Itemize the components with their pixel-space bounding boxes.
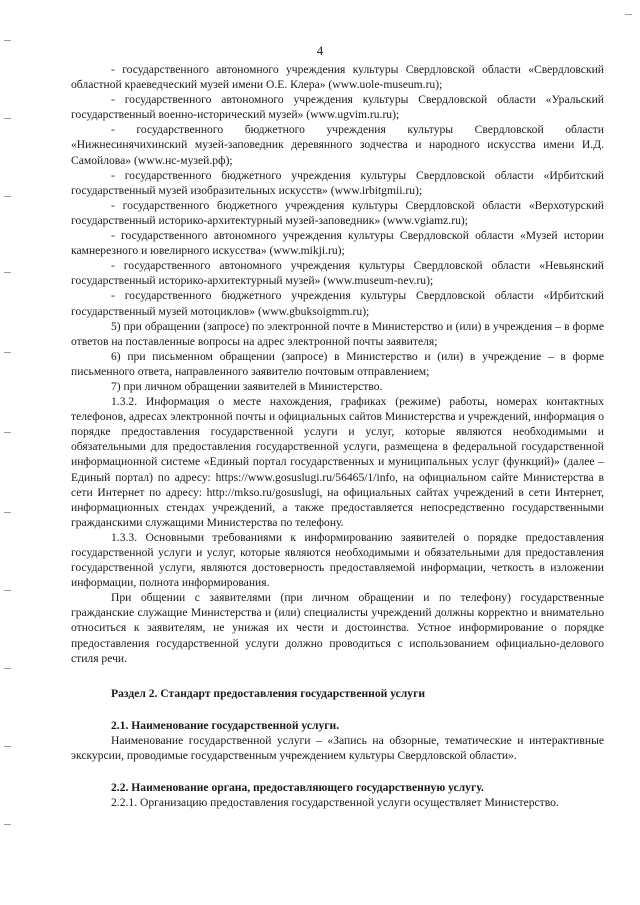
list-item-museum-8: - государственного бюджетного учреждения культуры Свердловской области «Ирбитский государственный музей мотоциклов» (www.gbuksoigmm.ru); [71, 289, 604, 318]
list-item-museum-7: - государственного автономного учреждения культуры Свердловской области «Невьянский государственный историко-архитектурный музей» (www.museum-nev.ru); [71, 259, 604, 288]
paragraph-written-request: 6) при письменном обращении (запросе) в Министерство и (или) в учреждение – в форме письменного ответа, направленного заявителю почтовым отправлением; [71, 349, 604, 378]
scan-artifact [4, 40, 11, 41]
list-item-museum-5: - государственного бюджетного учреждения культуры Свердловской области «Верхотурский государственный историко-архитектурный музей-заповедник» (www.vgiamz.ru); [71, 198, 604, 227]
scan-artifact [4, 824, 11, 825]
paragraph-1-3-2: 1.3.2. Информация о месте нахождения, графиках (режиме) работы, номерах контактных телефонов, адресах электронной почты и официальных сайтов Министерства и учреждений, информация о порядке предоставления государственной услуги и услуг, которые являются необходимыми и обязательными для предоставления государственной услуги, размещена в федеральной государственной информационной системе «Единый портал государственных и муниципальных услуг (функций)» (далее – Единый портал) по адресу: https://www.gosuslugi.ru/56465/1/info, на официальном сайте Министерства в сети Интернет по адресу: http://mkso.ru/gosuslugi, на официальных сайтах учреждений в сети Интернет, информационных стендах учреждений, а также предоставляется непосредственно государственными гражданскими служащими Министерства по телефону. [71, 395, 604, 529]
scan-artifact [4, 746, 11, 747]
scan-artifact [4, 272, 11, 273]
scan-artifact [4, 118, 11, 119]
heading-2-2: 2.2. Наименование органа, предоставляющего государственную услугу. [111, 781, 484, 795]
paragraph-communication: При общении с заявителями (при личном обращении и по телефону) государственные гражданские служащие Министерства и (или) специалисты учреждений должны корректно и внимательно относиться к заявителям, не унижая их чести и достоинства. Устное информирование о порядке предоставления государственной услуги должно проводиться с использованием официально-делового стиля речи. [71, 591, 604, 665]
heading-2-1: 2.1. Наименование государственной услуги. [111, 718, 340, 732]
paragraph-2-2-1: 2.2.1. Организацию предоставления государственной услуги осуществляет Министерство. [111, 796, 559, 810]
scan-artifact [4, 668, 11, 669]
list-item-museum-3: - государственного бюджетного учреждения культуры Свердловской области «Нижнесинячихинский музей-заповедник деревянного зодчества и народного искусства имени И.Д. Самойлова» (www.нс-музей.рф); [71, 123, 604, 167]
section-2-heading: Раздел 2. Стандарт предоставления государственной услуги [111, 686, 426, 700]
scan-artifact [4, 590, 11, 591]
scan-artifact [625, 14, 632, 15]
page-body [71, 62, 604, 810]
scan-artifact [4, 512, 11, 513]
scan-artifact [4, 352, 11, 353]
list-item-museum-2: - государственного автономного учреждения культуры Свердловской области «Уральский государственный военно-исторический музей» (www.ugvim.ru.ru); [71, 93, 604, 122]
scan-artifact [4, 196, 11, 197]
list-item-museum-4: - государственного бюджетного учреждения культуры Свердловской области «Ирбитский государственный музей изобразительных искусств» (www.irbitgmii.ru); [71, 168, 604, 197]
scan-artifact [4, 432, 11, 433]
page-number: 4 [316, 43, 324, 58]
list-item-museum-1: - государственного автономного учреждения культуры Свердловской области «Свердловский областной краеведческий музей имени О.Е. Клера» (www.uole-museum.ru); [71, 63, 604, 92]
paragraph-personal-request: 7) при личном обращении заявителей в Министерство. [111, 379, 383, 393]
paragraph-2-1: Наименование государственной услуги – «Запись на обзорные, тематические и интерактивные экскурсии, проводимые государственным учреждением культуры Свердловской области». [71, 733, 604, 763]
paragraph-1-3-3: 1.3.3. Основными требованиями к информированию заявителей о порядке предоставления государственной услуги и услуг, которые являются необходимыми и обязательными для предоставления государственной услуги, являются достоверность предоставляемой информации, четкость в изложении информации, полнота информирования. [71, 530, 604, 590]
list-item-museum-6: - государственного автономного учреждения культуры Свердловской области «Музей истории камнерезного и ювелирного искусства» (www.mikji.ru); [71, 229, 604, 258]
paragraph-email-request: 5) при обращении (запросе) по электронной почте в Министерство и (или) в учреждения – в форме ответов на поставленные вопросы на адрес электронной почты заявителя; [71, 319, 604, 348]
